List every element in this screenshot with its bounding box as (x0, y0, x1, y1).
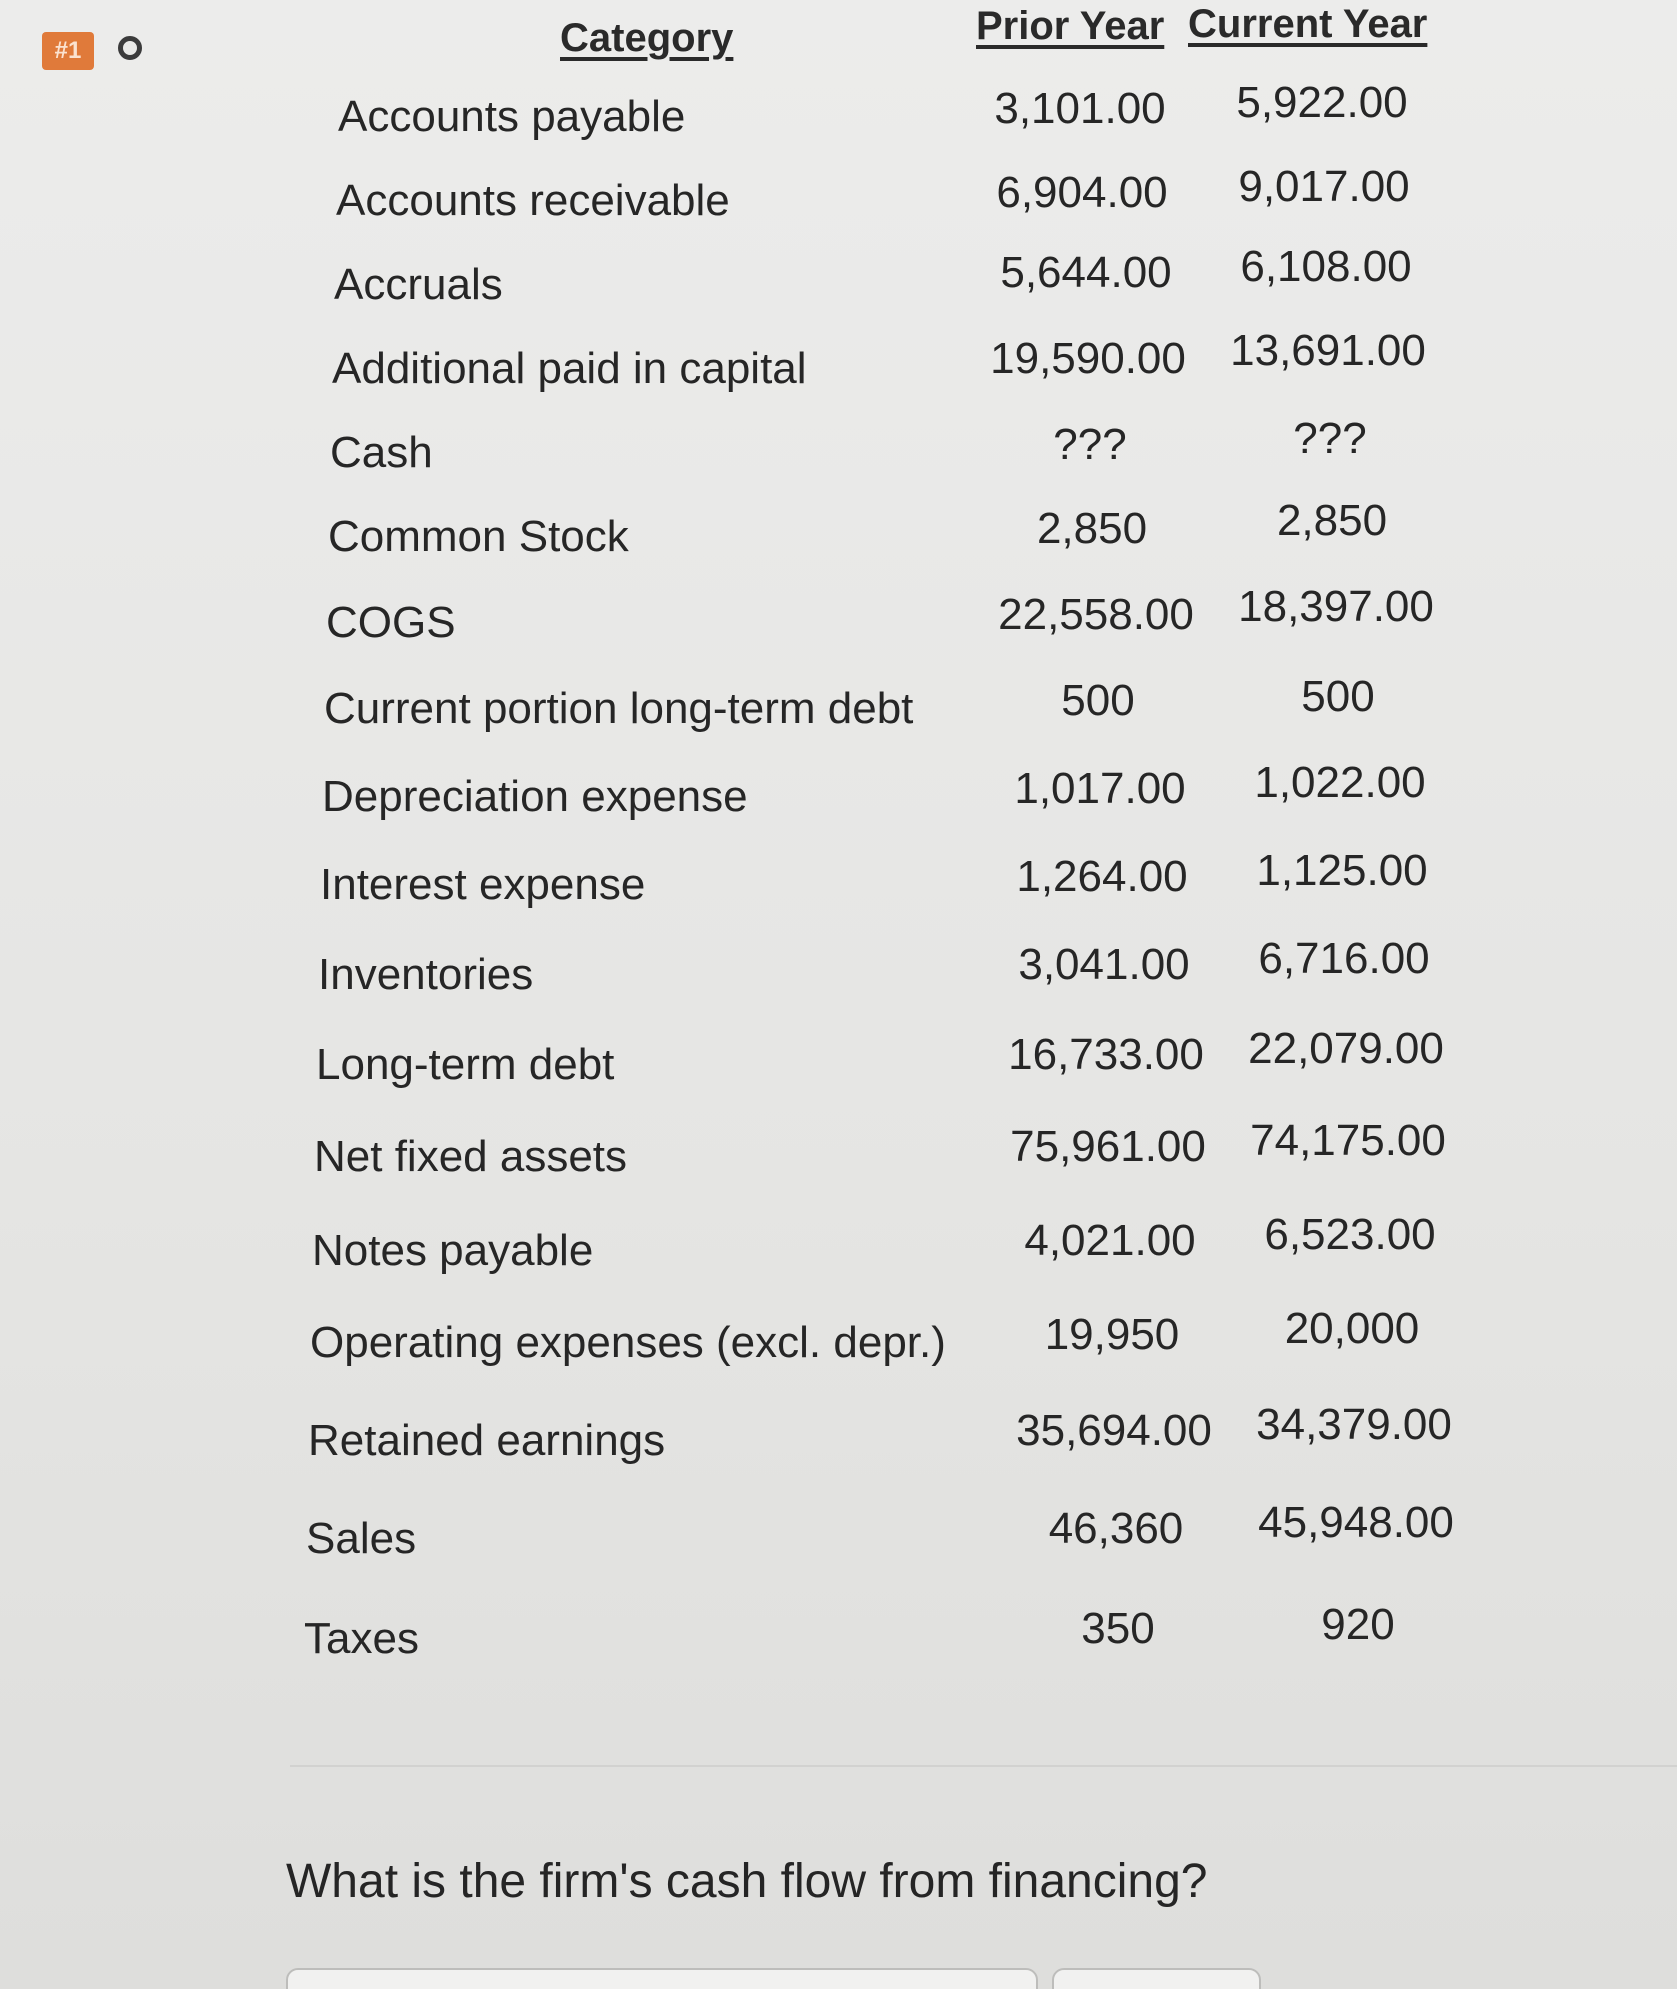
row-current-year-value: 6,716.00 (1258, 934, 1430, 983)
row-category-label: Common Stock (328, 512, 629, 561)
row-prior-year-value: 35,694.00 (1016, 1406, 1212, 1455)
row-current-year-value: 45,948.00 (1258, 1498, 1454, 1547)
row-prior-year-value: 3,041.00 (1018, 940, 1190, 989)
row-prior-year-value: 1,264.00 (1016, 852, 1188, 901)
row-prior-year-value: 1,017.00 (1014, 764, 1186, 813)
row-current-year-value: 22,079.00 (1248, 1024, 1444, 1073)
row-current-year-value: 6,523.00 (1264, 1210, 1436, 1259)
row-current-year-value: 2,850 (1276, 496, 1388, 545)
row-current-year-value: 1,125.00 (1256, 846, 1428, 895)
row-prior-year-value: 19,950 (1044, 1310, 1180, 1359)
row-current-year-value: 9,017.00 (1238, 162, 1410, 211)
row-category-label: Interest expense (320, 860, 646, 909)
row-category-label: Net fixed assets (314, 1132, 628, 1181)
row-category-label: Operating expenses (excl. depr.) (310, 1318, 946, 1367)
question-text: What is the firm's cash flow from financing? (286, 1855, 1208, 1908)
row-prior-year-value: 350 (1081, 1604, 1155, 1653)
row-prior-year-value: 46,360 (1048, 1504, 1184, 1553)
row-category-label: Accounts payable (338, 92, 686, 141)
row-category-label: Accruals (334, 260, 503, 309)
row-current-year-value: 5,922.00 (1236, 78, 1408, 127)
row-category-label: Accounts receivable (336, 176, 730, 225)
row-prior-year-value: 2,850 (1036, 504, 1148, 553)
row-prior-year-value: ??? (1053, 420, 1127, 469)
row-category-label: Taxes (304, 1614, 419, 1663)
row-prior-year-value: 75,961.00 (1010, 1122, 1206, 1171)
row-current-year-value: ??? (1293, 414, 1367, 463)
row-prior-year-value: 22,558.00 (998, 590, 1194, 639)
row-current-year-value: 74,175.00 (1250, 1116, 1446, 1165)
question-number-badge: #1 (42, 32, 94, 70)
answer-unit-field[interactable] (1052, 1968, 1261, 1989)
row-current-year-value: 500 (1301, 672, 1375, 721)
row-category-label: Cash (330, 428, 433, 477)
row-category-label: Notes payable (312, 1226, 594, 1275)
row-prior-year-value: 5,644.00 (1000, 248, 1172, 297)
row-category-label: Depreciation expense (322, 772, 748, 821)
row-prior-year-value: 500 (1061, 676, 1135, 725)
row-current-year-value: 6,108.00 (1240, 242, 1412, 291)
row-prior-year-value: 6,904.00 (996, 168, 1168, 217)
status-circle-icon[interactable] (118, 36, 142, 60)
section-divider (290, 1765, 1677, 1767)
row-current-year-value: 13,691.00 (1230, 326, 1426, 375)
column-header-category: Category (560, 16, 734, 60)
row-prior-year-value: 4,021.00 (1024, 1216, 1196, 1265)
row-category-label: Long-term debt (316, 1040, 615, 1089)
row-prior-year-value: 19,590.00 (990, 334, 1186, 383)
column-header-prior-year: Prior Year (976, 4, 1165, 48)
row-prior-year-value: 3,101.00 (994, 84, 1166, 133)
row-current-year-value: 920 (1321, 1600, 1395, 1649)
answer-input[interactable] (286, 1968, 1038, 1989)
row-category-label: Sales (306, 1514, 417, 1563)
row-category-label: Retained earnings (308, 1416, 666, 1465)
row-current-year-value: 18,397.00 (1238, 582, 1434, 631)
row-current-year-value: 34,379.00 (1256, 1400, 1452, 1449)
column-header-current-year: Current Year (1188, 2, 1428, 46)
row-category-label: Inventories (318, 950, 534, 999)
row-category-label: COGS (326, 598, 456, 647)
row-current-year-value: 1,022.00 (1254, 758, 1426, 807)
row-category-label: Additional paid in capital (332, 344, 807, 393)
row-category-label: Current portion long-term debt (324, 684, 914, 733)
row-current-year-value: 20,000 (1284, 1304, 1420, 1353)
row-prior-year-value: 16,733.00 (1008, 1030, 1204, 1079)
